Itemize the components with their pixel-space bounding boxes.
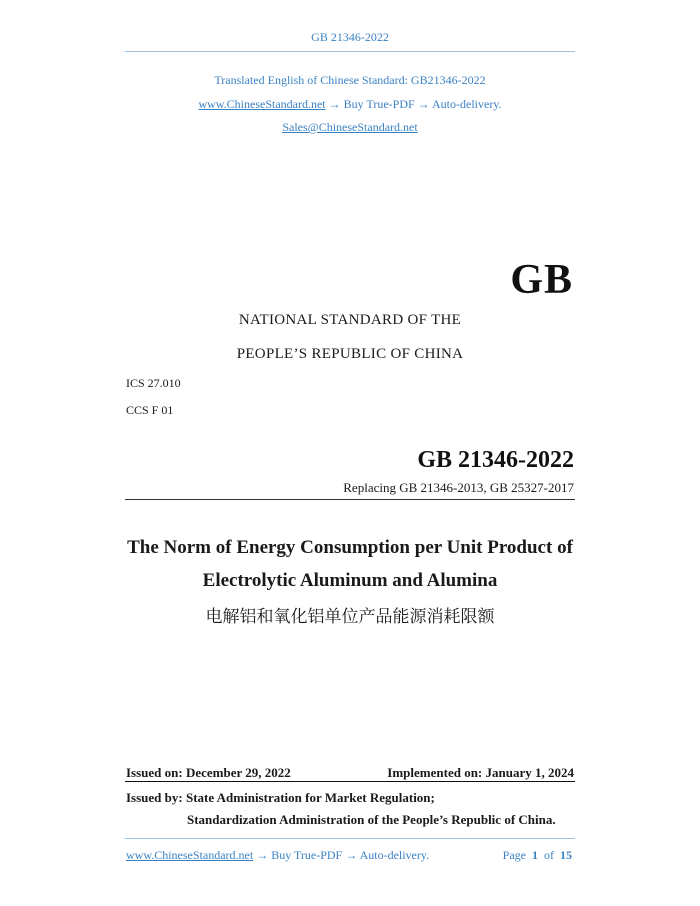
page-label: Page — [502, 848, 526, 862]
title-line1: The Norm of Energy Consumption per Unit Product of — [127, 537, 573, 558]
page-total: 15 — [560, 848, 572, 862]
title-divider — [125, 499, 575, 500]
issued-by-1: Issued by: State Administration for Market Regulation; — [126, 790, 435, 805]
issue-divider — [125, 781, 575, 782]
title-line2: Electrolytic Aluminum and Alumina — [202, 570, 498, 591]
footer-site-suffix: → Buy True-PDF → Auto-delivery. — [253, 848, 430, 862]
header-doc-id: GB 21346-2022 — [311, 30, 389, 44]
gb-logo: GB — [510, 257, 573, 303]
standard-number: GB 21346-2022 — [417, 447, 574, 473]
footer-divider — [125, 838, 575, 839]
issued-on: Issued on: December 29, 2022 — [126, 765, 291, 780]
header-divider — [125, 51, 575, 52]
page-of: of — [544, 848, 554, 862]
issued-by-2: Standardization Administration of the People’s Republic of China. — [187, 812, 556, 827]
ccs-code: CCS F 01 — [126, 403, 174, 417]
email-link[interactable]: Sales@ChineseStandard.net — [282, 120, 418, 134]
implemented-on: Implemented on: January 1, 2024 — [387, 765, 574, 780]
site-line — [0, 97, 700, 112]
replacing-note: Replacing GB 21346-2013, GB 25327-2017 — [343, 480, 574, 495]
email-line — [0, 120, 700, 135]
translation-notice: Translated English of Chinese Standard: GB21346-2022 — [214, 73, 486, 87]
national-standard-line1: NATIONAL STANDARD OF THE — [238, 312, 462, 328]
national-standard-line2: PEOPLE’S REPUBLIC OF CHINA — [236, 346, 464, 362]
site-link[interactable]: www.ChineseStandard.net — [198, 97, 326, 111]
site-suffix: → Buy True-PDF → Auto-delivery. — [325, 97, 502, 111]
footer-site-line — [126, 848, 429, 863]
footer-site-link[interactable]: www.ChineseStandard.net — [126, 848, 254, 862]
ics-code: ICS 27.010 — [126, 376, 181, 390]
page-current: 1 — [532, 848, 538, 862]
title-chinese: 电解铝和氧化铝单位产品能源消耗限额 — [205, 607, 495, 627]
page-indicator — [503, 848, 572, 863]
